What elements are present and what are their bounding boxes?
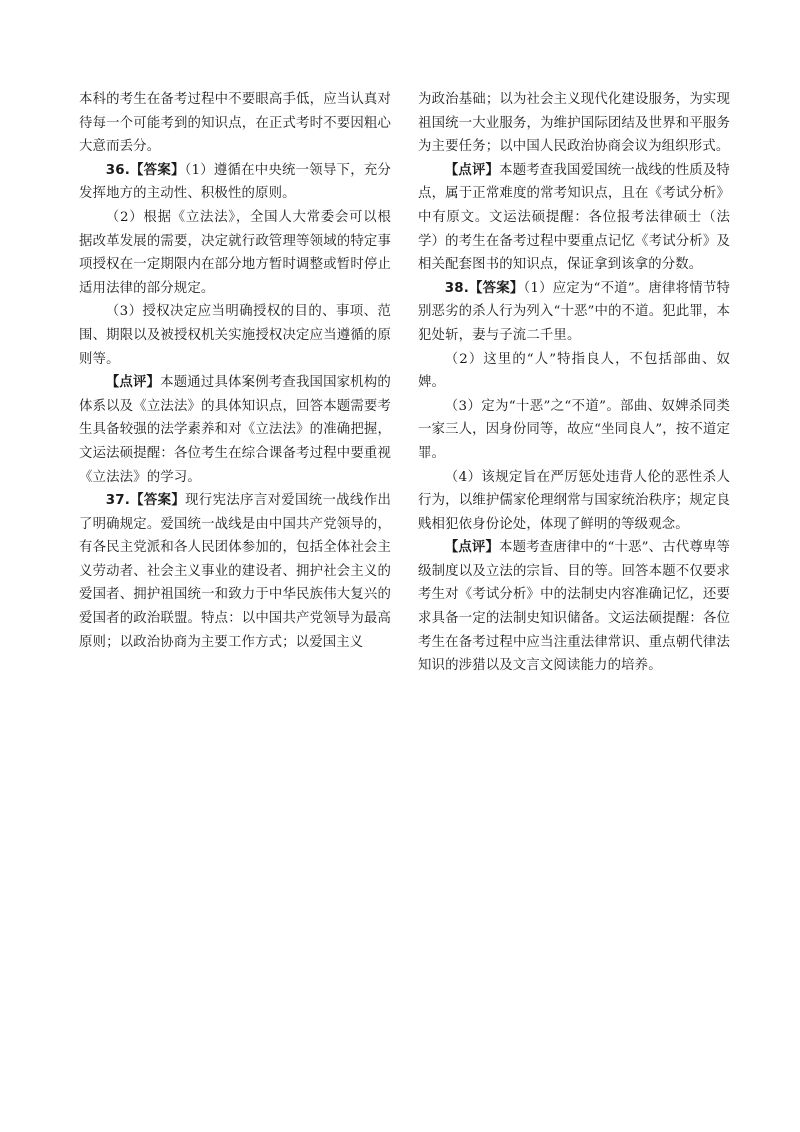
q37-number: 37. — [105, 493, 130, 509]
q36-comment-tag: 【点评】 — [105, 375, 161, 391]
intro-paragraph: 本科的考生在备考过程中不要眼高手低，应当认真对待每一个可能考到的知识点，在正式考时不要因粗心大意而丢分。 — [79, 92, 391, 155]
q36-answer-1 — [79, 159, 391, 206]
q38-number: 38. — [444, 280, 469, 296]
q38-comment-tag: 【点评】 — [444, 540, 500, 556]
q36-answer-1-text: （1）遵循在中央统一领导下，充分发挥地方的主动性、积极性的原则。 — [79, 162, 391, 202]
q37-answer-continued: 为政治基础；以为社会主义现代化建设服务，为实现祖国统一大业服务，为维护国际团结及世界和平服务为主要任务；以中国人民政治协商会议为组织形式。 — [418, 92, 730, 155]
q36-number: 36. — [105, 162, 130, 178]
q38-comment-text: 本题考查唐律中的“十恶”、古代尊卑等级制度以及立法的宗旨、目的等。回答本题不仅要求考生对《考试分析》中的法制史内容准确记忆，还要求具备一定的法制史知识储备。文运法硕提醒：各位考生在备考过程中应当注重法律常识、重点朝代律法知识的涉猎以及文言文阅读能力的培养。 — [418, 540, 731, 674]
q37-answer — [79, 489, 391, 654]
right-column — [418, 88, 730, 678]
left-column — [79, 88, 391, 654]
q38-answer-1-text: （1）应定为“不道”。唐律将情节特别恶劣的杀人行为列入“十恶”中的不道。犯此罪，本犯处斩，妻与子流二千里。 — [418, 280, 730, 343]
q38-comment — [418, 536, 730, 678]
q37-answer-tag: 【答案】 — [129, 493, 186, 509]
q36-comment — [79, 371, 391, 489]
q38-answer-4: （4）该规定旨在严厉惩处违背人伦的恶性杀人行为，以维护儒家伦理纲常与国家统治秩序；规定良贱相犯依身份论处，体现了鲜明的等级观念。 — [418, 469, 730, 532]
q36-answer-3: （3）授权决定应当明确授权的目的、事项、范围、期限以及被授权机关实施授权决定应当遵循的原则等。 — [79, 304, 391, 367]
q36-answer-tag: 【答案】 — [129, 162, 185, 178]
q36-comment-text: 本题通过具体案例考查我国国家机构的体系以及《立法法》的具体知识点，回答本题需要考生具备较强的法学素养和对《立法法》的准确把握，文运法硕提醒：各位考生在综合课备考过程中要重视《立法法》的学习。 — [79, 375, 391, 485]
q37-comment-tag: 【点评】 — [444, 162, 500, 178]
q38-answer-tag: 【答案】 — [468, 280, 524, 296]
q38-answer-3: （3）定为“十恶”之“不道”。部曲、奴婢杀同类一家三人，因身份同等，故应“坐同良人”，按不道定罪。 — [418, 398, 730, 461]
q37-answer-text: 现行宪法序言对爱国统一战线作出了明确规定。爱国统一战线是由中国共产党领导的，有各民主党派和各人民团体参加的，包括全体社会主义劳动者、社会主义事业的建设者、拥护社会主义的爱国者、拥护祖国统一和致力于中华民族伟大复兴的爱国者的政治联盟。特点：以中国共产党领导为最高原则；以政治协商为主要工作方式；以爱国主义 — [79, 493, 391, 650]
q37-comment — [418, 159, 730, 277]
q37-comment-text: 本题考查我国爱国统一战线的性质及特点，属于正常难度的常考知识点，且在《考试分析》中有原文。文运法硕提醒：各位报考法律硕士（法学）的考生在备考过程中要重点记忆《考试分析》及相关配套图书的知识点，保证拿到该拿的分数。 — [418, 162, 730, 273]
q36-answer-2: （2）根据《立法法》，全国人大常委会可以根据改革发展的需要，决定就行政管理等领域的特定事项授权在一定期限内在部分地方暂时调整或暂时停止适用法律的部分规定。 — [79, 209, 391, 296]
q38-answer-1 — [418, 277, 730, 348]
q38-answer-2: （2）这里的“人”特指良人，不包括部曲、奴婢。 — [418, 351, 730, 391]
